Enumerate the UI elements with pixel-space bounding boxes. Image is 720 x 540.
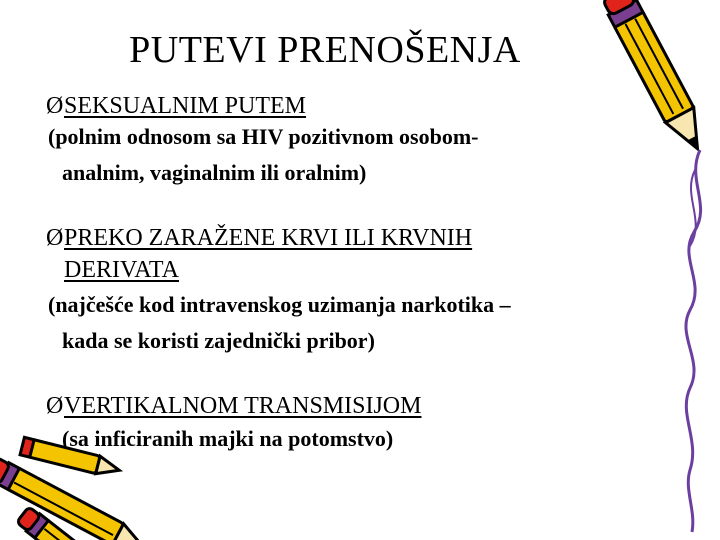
bullet-arrow-icon: Ø [46, 225, 64, 251]
slide-title: PUTEVI PRENOŠENJA [129, 29, 521, 71]
bullet-item-2-detail-line-1: (najčešće kod intravenskog uzimanja narkotika – [48, 292, 511, 317]
bullet-arrow-icon: Ø [46, 393, 64, 419]
bullet-item-2-detail-line-2: kada se koristi zajednički pribor) [62, 328, 375, 353]
bullet-arrow-icon: Ø [46, 93, 64, 119]
heading-text: PREKO ZARAŽENE KRVI ILI KRVNIH [64, 225, 473, 251]
heading-text: VERTIKALNOM TRANSMISIJOM [64, 393, 422, 419]
bullet-item-1-detail-line-2: analnim, vaginalnim ili oralnim) [62, 160, 367, 185]
bullet-item-1-detail-line-1: (polnim odnosom sa HIV pozitivnom osobom- [48, 124, 479, 149]
heading-text: SEKSUALNIM PUTEM [64, 93, 307, 119]
bullet-item-3-detail-line-1: (sa inficiranih majki na potomstvo) [62, 426, 394, 451]
heading-text: DERIVATA [64, 257, 179, 283]
